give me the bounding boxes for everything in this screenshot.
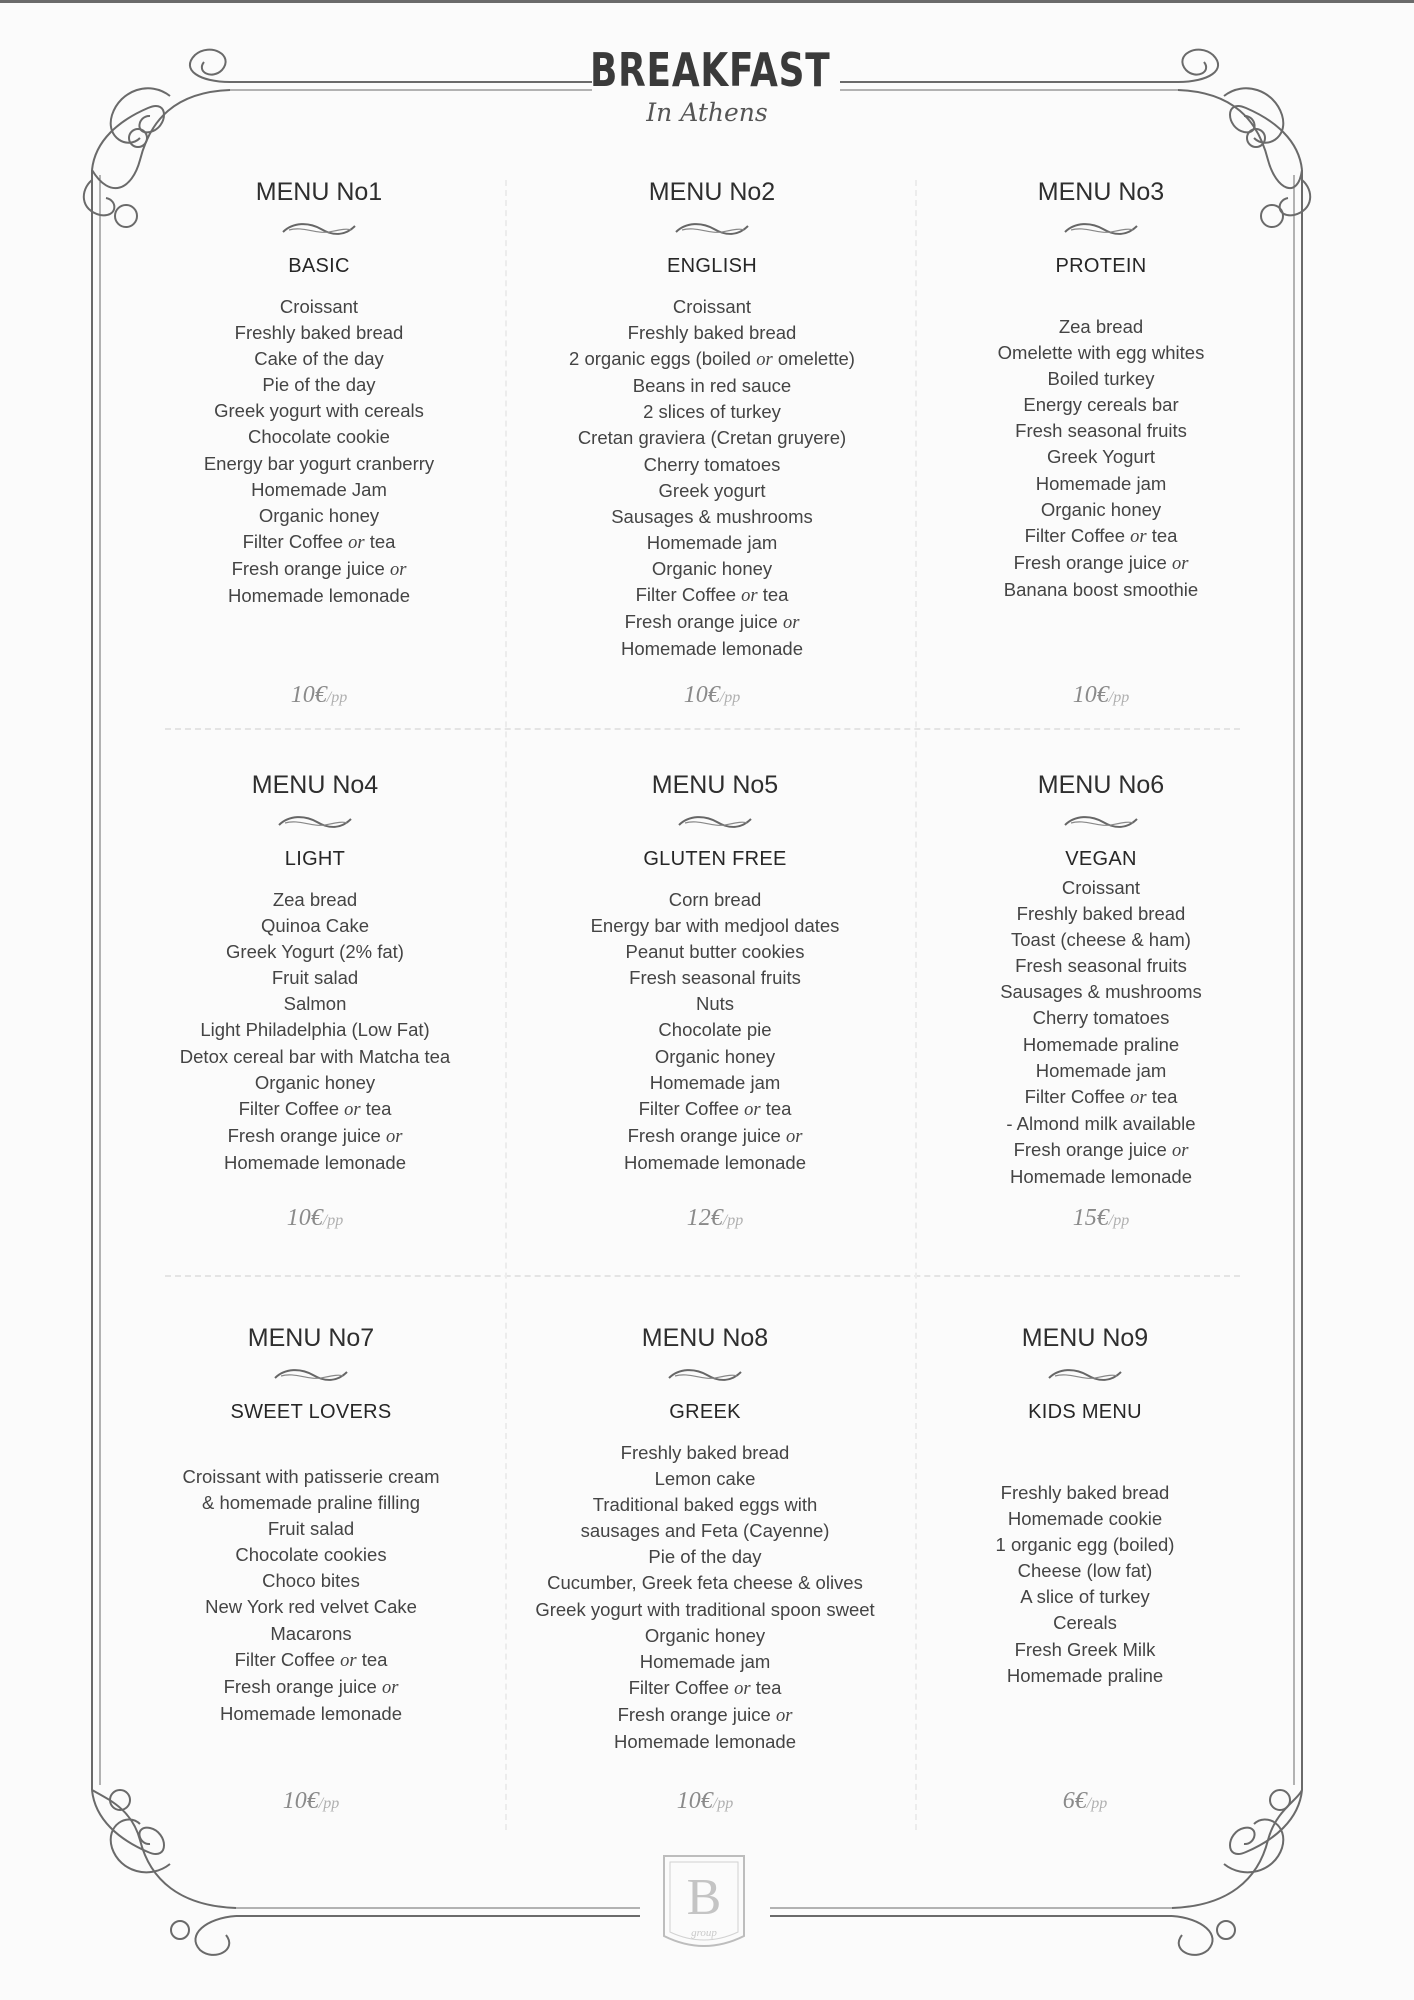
menu-type: BASIC (288, 255, 350, 277)
menu-item: Croissant (672, 296, 752, 317)
menu-price (131, 1788, 491, 1815)
menu-price (532, 682, 892, 709)
menu-item: Traditional baked eggs with (592, 1494, 818, 1516)
menu-type: ENGLISH (667, 255, 757, 277)
menu-card (532, 176, 892, 716)
row-divider-1 (165, 728, 1240, 730)
menu-item: Boiled turkey (1047, 368, 1155, 390)
menu-item: Cake of the day (254, 348, 384, 370)
menu-item: Freshly baked bread (1000, 1482, 1170, 1503)
menu-item: Filter Coffee or tea (234, 1648, 388, 1671)
menu-item: Freshly baked bread (234, 322, 404, 344)
menu-item: Macarons (270, 1622, 352, 1644)
menu-card (905, 1322, 1265, 1822)
menu-item: Fresh seasonal fruits (1015, 420, 1187, 442)
menu-item: Filter Coffee or tea (628, 1676, 782, 1699)
menu-items-list (131, 1464, 491, 1727)
menu-type: KIDS MENU (1028, 1401, 1142, 1423)
price-unit: /pp (712, 1795, 734, 1812)
menu-item: Croissant with patisserie cream (182, 1466, 440, 1487)
menu-item: Nuts (695, 993, 735, 1015)
menu-card (525, 1322, 885, 1822)
menu-item: 1 organic egg (boiled) (995, 1534, 1175, 1556)
menu-item: Organic honey (258, 504, 380, 526)
menu-item: Chocolate pie (658, 1019, 772, 1041)
menu-item: Greek Yogurt (2% fat) (226, 941, 404, 963)
menu-item: Homemade lemonade (613, 1731, 797, 1753)
price-value: 10€ (290, 682, 327, 708)
menu-item: Fresh Greek Milk (1014, 1638, 1156, 1660)
swash-ornament-icon (271, 1364, 351, 1386)
swash-ornament-icon (1045, 1364, 1125, 1386)
menu-item: Freshly baked bread (1016, 903, 1186, 925)
menu-item: 2 slices of turkey (643, 401, 781, 423)
menu-item: Homemade jam (649, 1071, 781, 1093)
menu-item: Cretan graviera (Cretan gruyere) (577, 427, 847, 449)
price-unit: /pp (318, 1795, 340, 1812)
menu-item: Pie of the day (262, 374, 376, 396)
menu-item: & homemade praline filling (201, 1492, 420, 1514)
swash-ornament-icon (675, 811, 755, 833)
menu-item: Omelette with egg whites (997, 342, 1205, 364)
menu-number: MENU No4 (251, 771, 379, 799)
menu-item: Fresh orange juice or (1013, 551, 1189, 574)
menu-item: Filter Coffee or tea (1024, 524, 1178, 547)
menu-item: Fruit salad (267, 1518, 355, 1540)
menu-item: Organic honey (654, 1045, 776, 1067)
price-unit: /pp (1108, 1212, 1130, 1229)
menu-item: A slice of turkey (1020, 1586, 1150, 1608)
menu-items-list (525, 1440, 885, 1755)
menu-item: Homemade praline (1022, 1033, 1180, 1055)
menu-number: MENU No8 (641, 1324, 769, 1352)
swash-ornament-icon (665, 1364, 745, 1386)
menu-item: Homemade jam (646, 531, 778, 553)
price-unit: /pp (1108, 689, 1130, 706)
menu-price (139, 682, 499, 709)
menu-items-list (921, 875, 1281, 1190)
menu-items-list (135, 887, 495, 1176)
menu-item: Sausages & mushrooms (1000, 981, 1202, 1003)
menu-item: Lemon cake (654, 1468, 756, 1490)
menu-number: MENU No1 (255, 178, 383, 206)
menu-card (921, 176, 1281, 716)
menu-item: Energy cereals bar (1023, 394, 1179, 416)
swash-ornament-icon (1061, 811, 1141, 833)
menu-type: VEGAN (1065, 848, 1137, 870)
menu-item: Homemade lemonade (219, 1702, 403, 1724)
menu-item: Fruit salad (271, 967, 359, 989)
logo-caption: group (691, 1927, 717, 1939)
menu-item: Homemade cookie (1007, 1508, 1163, 1530)
menu-item: Homemade jam (1035, 1059, 1167, 1081)
price-value: 10€ (282, 1788, 319, 1814)
menu-item: Homemade praline (1006, 1664, 1164, 1686)
menu-item: Fresh orange juice or (617, 1703, 793, 1726)
menu-item: Toast (cheese & ham) (1011, 929, 1191, 951)
price-value: 10€ (683, 682, 720, 708)
menu-item: Beans in red sauce (632, 375, 792, 397)
menu-items-list (139, 294, 499, 609)
scan-top-edge (0, 0, 1414, 3)
menu-item: Detox cereal bar with Matcha tea (179, 1045, 451, 1067)
menu-card (131, 1322, 491, 1822)
menu-items-list (905, 1480, 1265, 1689)
menu-item: Light Philadelphia (Low Fat) (200, 1019, 430, 1041)
menu-type: PROTEIN (1055, 255, 1147, 277)
menu-item: Chocolate cookies (235, 1544, 387, 1566)
menu-item: Organic honey (254, 1071, 376, 1093)
menu-item: Homemade lemonade (227, 585, 411, 607)
price-unit: /pp (719, 689, 741, 706)
swash-ornament-icon (279, 218, 359, 240)
menu-item: Fresh seasonal fruits (1015, 955, 1187, 977)
menu-item: Peanut butter cookies (625, 941, 805, 963)
menu-items-list (921, 314, 1281, 603)
menu-item: New York red velvet Cake (205, 1596, 417, 1618)
price-unit: /pp (1086, 1795, 1108, 1812)
menu-item: Greek yogurt with traditional spoon sweet (535, 1598, 875, 1620)
menu-item: Homemade jam (639, 1650, 771, 1672)
menu-item: Croissant (279, 296, 359, 317)
menu-type: LIGHT (284, 848, 346, 870)
menu-price (921, 682, 1281, 709)
menu-number: MENU No5 (651, 771, 779, 799)
price-value: 6€ (1062, 1788, 1087, 1814)
menu-item: Filter Coffee or tea (238, 1097, 392, 1120)
menu-item: Organic honey (644, 1624, 766, 1646)
menu-price (921, 1205, 1281, 1232)
menu-price (525, 1788, 885, 1815)
logo-letter: B (686, 1869, 722, 1926)
menu-item: Fresh orange juice or (624, 611, 800, 634)
swash-ornament-icon (672, 218, 752, 240)
menu-card (921, 769, 1281, 1239)
menu-item: Cherry tomatoes (643, 453, 781, 475)
menu-number: MENU No2 (648, 178, 776, 206)
menu-item: Cheese (low fat) (1017, 1560, 1153, 1582)
menu-item: Freshly baked bread (620, 1442, 790, 1463)
menu-price (135, 1205, 495, 1232)
menu-item: Organic honey (651, 557, 773, 579)
menu-item: Fresh orange juice or (231, 557, 407, 580)
menu-item: Fresh orange juice or (1013, 1138, 1189, 1161)
menu-item: Cereals (1053, 1612, 1117, 1634)
menu-item: Filter Coffee or tea (635, 584, 789, 607)
menu-type: GREEK (669, 1401, 741, 1423)
menu-card (135, 769, 495, 1239)
swash-ornament-icon (275, 811, 355, 833)
price-value: 10€ (676, 1788, 713, 1814)
page-header (557, 44, 857, 127)
price-value: 10€ (1072, 682, 1109, 708)
menu-item: Filter Coffee or tea (638, 1097, 792, 1120)
menu-item: Homemade lemonade (1009, 1166, 1193, 1188)
menu-item: Chocolate cookie (248, 426, 390, 448)
price-value: 15€ (1072, 1205, 1109, 1231)
menu-item: Banana boost smoothie (1003, 578, 1199, 600)
menu-item: Freshly baked bread (627, 322, 797, 344)
menu-item: Greek Yogurt (1047, 446, 1155, 468)
menu-item: Homemade lemonade (223, 1151, 407, 1173)
menu-item: Salmon (283, 993, 347, 1015)
menu-item: Corn bread (668, 889, 762, 910)
menu-item: Fresh orange juice or (227, 1124, 403, 1147)
menu-item: - Almond milk available (1006, 1112, 1196, 1134)
menu-type: GLUTEN FREE (643, 848, 787, 870)
menu-card (535, 769, 895, 1239)
menu-items-list (532, 294, 892, 662)
menu-card (139, 176, 499, 716)
menu-item: Pie of the day (648, 1546, 762, 1568)
menu-item: Homemade lemonade (623, 1151, 807, 1173)
menu-item: Filter Coffee or tea (1024, 1085, 1178, 1108)
menu-item: Quinoa Cake (261, 915, 369, 937)
menu-item: Energy bar yogurt cranberry (203, 452, 435, 474)
price-unit: /pp (322, 1212, 344, 1229)
menu-item: Fresh orange juice or (627, 1124, 803, 1147)
menu-item: Sausages & mushrooms (611, 505, 813, 527)
swash-ornament-icon (1061, 218, 1141, 240)
menu-item: Zea bread (272, 889, 358, 910)
page-title: BREAKFAST (590, 43, 831, 97)
menu-number: MENU No7 (247, 1324, 375, 1352)
menu-item: Homemade lemonade (620, 638, 804, 660)
price-unit: /pp (326, 689, 348, 706)
menu-item: Homemade Jam (251, 478, 387, 500)
menu-items-list (535, 887, 895, 1176)
menu-item: Greek yogurt with cereals (214, 400, 424, 422)
menu-type: SWEET LOVERS (230, 1401, 392, 1423)
page-subtitle: In Athens (646, 98, 768, 127)
menu-item: Homemade jam (1035, 472, 1167, 494)
price-value: 12€ (686, 1205, 723, 1231)
menu-item: Cherry tomatoes (1032, 1007, 1170, 1029)
menu-item: Fresh orange juice or (223, 1675, 399, 1698)
menu-item: Greek yogurt (658, 479, 766, 501)
menu-number: MENU No9 (1021, 1324, 1149, 1352)
menu-item: Fresh seasonal fruits (629, 967, 801, 989)
menu-item: Filter Coffee or tea (242, 530, 396, 553)
row-divider-2 (165, 1275, 1240, 1277)
menu-item: 2 organic eggs (boiled or omelette) (569, 348, 855, 371)
menu-number: MENU No6 (1037, 771, 1165, 799)
menu-price (535, 1205, 895, 1232)
menu-item: Croissant (1061, 877, 1141, 898)
menu-price (905, 1788, 1265, 1815)
menu-item: Organic honey (1040, 498, 1162, 520)
price-value: 10€ (286, 1205, 323, 1231)
b-group-logo (654, 1848, 754, 1958)
menu-item: Energy bar with medjool dates (590, 915, 840, 937)
menu-item: sausages and Feta (Cayenne) (580, 1520, 830, 1542)
price-unit: /pp (722, 1212, 744, 1229)
menu-item: Choco bites (262, 1570, 360, 1592)
menu-item: Cucumber, Greek feta cheese & olives (547, 1572, 863, 1594)
menu-number: MENU No3 (1037, 178, 1165, 206)
column-divider-1 (505, 180, 507, 1830)
menu-item: Zea bread (1058, 316, 1144, 337)
